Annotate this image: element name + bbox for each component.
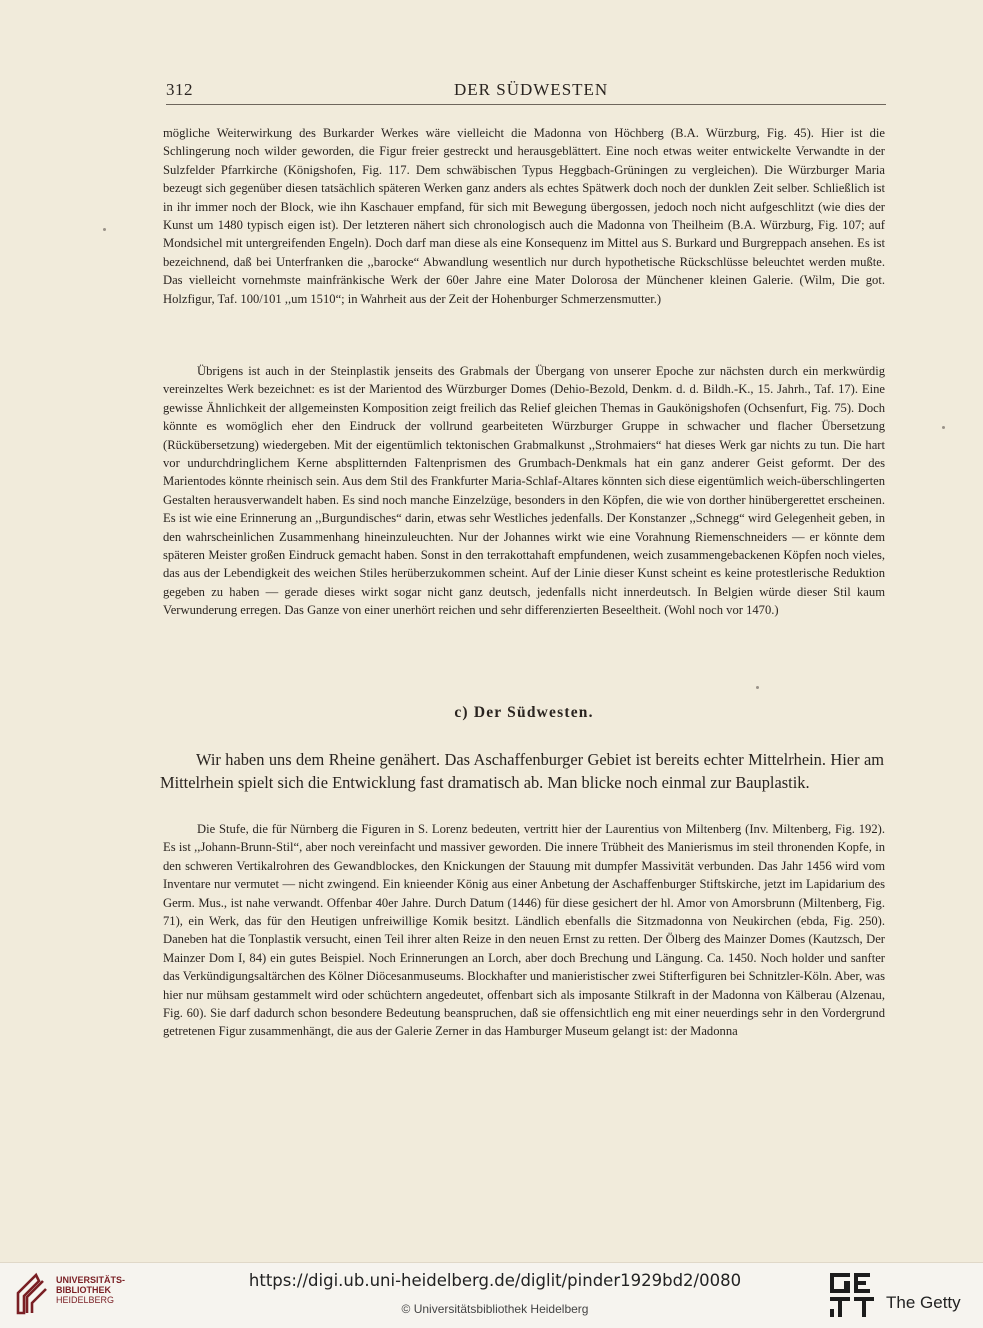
university-library-logo-icon [10, 1269, 50, 1321]
margin-mark [756, 686, 759, 689]
page-header [166, 76, 886, 105]
margin-mark [942, 426, 945, 429]
document-url-link[interactable]: https://digi.ub.uni-heidelberg.de/diglit/pinder1929bd2/0080 [248, 1271, 742, 1290]
paragraph-3: Die Stufe, die für Nürnberg die Figuren in S. Lorenz bedeuten, vertritt hier der Laurentius von Miltenberg (Inv. Miltenberg, Fig. 192). Es ist ,,Johann-Brunn-Stil“, aber noch vereinfacht und massiver geworden. Die innere Trübheit des Manierismus im steil thronenden Kopfe, in den schweren Vertikalrohren des Gewandblockes, den Knickungen der Stauung mit dumpfer Massivität verbunden. Das Jahr 1456 wird vom Inventare nur vermutet — nicht zwingend. Ein knieender König aus einer Anbetung der Aschaffenburger Stiftskirche, jetzt im Lapidarium des Germ. Mus., ist nahe verwandt. Offenbar 40er Jahre. Durch Datum (1446) für diese gesichert der hl. Amor von Amorsbrunn (Miltenberg, Fig. 71), ein Werk, das für den Heutigen unfreiwillige Komik besitzt. Ländlich ebenfalls die Sitzmadonna von Neukirchen (ebda, Fig. 250). Daneben hat die Tonplastik versucht, einen Teil ihrer alten Reize in den neuen Ernst zu retten. Der Ölberg des Mainzer Domes (Kautzsch, Der Mainzer Dom I, 84) ein gutes Beispiel. Noch Erinnerungen an Lorch, aber doch Brechung und Längung. Ca. 1450. Noch holder und sanfter das Verkündigungsaltärchen des Kölner Diöcesanmuseums. Blockhafter und manieristischer zwei Stifterfiguren bei Schnitzler-Köln. Aber, was hier nur mühsam gestammelt wird oder schüchtern angedeutet, offenbart sich als imposante Stilkraft in der Madonna von Kälberau (Alzenau, Fig. 60). Sie darf dadurch schon besondere Bedeutung beanspruchen, daß sie offensichtlich eng mit einer neuerdings sehr in den Vordergrund getretenen Figur zusammenhängt, die aus der Galerie Zerner in das Hamburger Museum gelangt ist: der Madonna [163, 822, 885, 1039]
margin-mark [103, 228, 106, 231]
paragraph-1: mögliche Weiterwirkung des Burkarder Werkes wäre vielleicht die Madonna von Höchberg (B.A. Würzburg, Fig. 45). Hier ist die Schlingerung noch wilder geworden, die Figur freier gestreckt und herausgeblättert. Eine noch etwas weiter entwickelte Verwandte in der Sulzfelder Pfarrkirche (Königshofen, Fig. 117. Dem schwäbischen Typus Heggbach-Grüningen zu vergleichen). Die Würzburger Maria bezeugt sich gegenüber diesen tatsächlich späteren Werken ganz anders als echtes Spätwerk doch noch der dunklen Zeit selber. Schließlich ist in ihr immer noch der Block, wie ihn Kaschauer empfand, für sich mit Bewegung übergossen, jedoch noch nicht aufgeschlitzt (wie dies der Kunst um 1480 typisch eigen ist). Der letzteren nähert sich chronologisch auch die Madonna von Theilheim (B.A. Würzburg, Fig. 107; auf Mondsichel mit untergreifenden Engeln). Doch darf man diese als eine Konsequenz im Mittel aus S. Burkard und Burgreppach ansehen. Es ist bezeichnend, daß bei Unterfranken die ,,barocke“ Abwandlung wesentlich nur durch hypothetische Rückschlüsse beleuchtet werden mußte. Das vielleicht vornehmste mainfränkische Werk der 60er Jahre eine Mater Dolorosa der Münchener kleinen Galerie. (Wilm, Die got. Holzfigur, Taf. 100/101 ,,um 1510“; in Wahrheit aus der Zeit der Hohenburger Schmerzensmutter.) [163, 126, 885, 306]
paragraph-2: Übrigens ist auch in der Steinplastik jenseits des Grabmals der Übergang von unserer Epoche zur nächsten durch ein merkwürdig vereinzeltes Werk bezeichnet: es ist der Marientod des Würzburger Domes (Dehio-Bezold, Denkm. d. d. Bildh.-K., 15. Jahrh., Taf. 17). Eine gewisse Ähnlichkeit der allgemeinsten Komposition zeigt freilich das Relief gleichen Themas in Gaukönigshofen (Ochsenfurt, Fig. 75). Doch könnte es womöglich eher den Eindruck der vollrund gearbeiteten Würzburger Gruppe in schwacher und flacher Übersetzung (Rückübersetzung) wiedergeben. Mit der eigentümlich tektonischen Grabmalkunst ,,Strohmaiers“ hat dieses Werk gar nichts zu tun. Die hart vor undurchdringlichem Kerne absplitternden Faltenprismen des Grumbach-Denkmals hat ein ganz anderer Geist geformt. Der des Marientodes könnte rheinisch sein. Aus dem Stil des Frankfurter Maria-Schlaf-Altares könnten sich diese eigentümlich weich-überschlingerten Gestalten herausverwandelt haben. Es sind noch manche Einzelzüge, besonders in den Köpfen, die wie von dorther hinübergerettet erscheinen. Es ist wie eine Erinnerung an ,,Burgundisches“ darin, etwas sehr Westliches jedenfalls. Der Konstanzer ,,Schnegg“ wird Gelegenheit geben, in den wahrscheinlichen Zusammenhang hineinzuleuchten. Nur der Johannes wirkt wie eine Vorahnung Riemenschneiders — er könnte dem späteren Meister großen Eindruck gemacht haben. Sonst in den terrakottahaft empfundenen, weich zusammengebackenen Köpfen noch vieles, das aus der Lebendigkeit des weichen Stiles herüberzukommen scheint. Auf der Linie dieser Kunst scheint es keine protestlerische Reduktion gegeben zu haben — gerade dieses wirkt sogar nicht ganz deutsch, jedenfalls nicht innerdeutsch. In Belgien würde dieser Stil kaum Verwunderung erregen. Das Ganze von einer unerhört reichen und sehr differenzierten Beseeltheit. (Wohl noch vor 1470.) [163, 364, 885, 618]
section-heading: c) Der Südwesten. [454, 704, 594, 721]
partner-name: The Getty [886, 1293, 961, 1312]
footer-bar [0, 1263, 983, 1328]
library-name: UNIVERSITÄTS- BIBLIOTHEK HEIDELBERG [56, 1275, 126, 1305]
getty-logo-icon [828, 1269, 876, 1321]
copyright-notice: © Universitätsbibliothek Heidelberg [401, 1302, 589, 1316]
lead-paragraph: Wir haben uns dem Rheine genähert. Das Aschaffenburger Gebiet ist bereits echter Mittelrhein. Hier am Mittelrhein spielt sich die Entwicklung fast dramatisch ab. Man blicke noch einmal zur Bauplastik. [160, 750, 884, 792]
running-title: DER SÜDWESTEN [454, 80, 609, 99]
page-number: 312 [166, 80, 193, 99]
